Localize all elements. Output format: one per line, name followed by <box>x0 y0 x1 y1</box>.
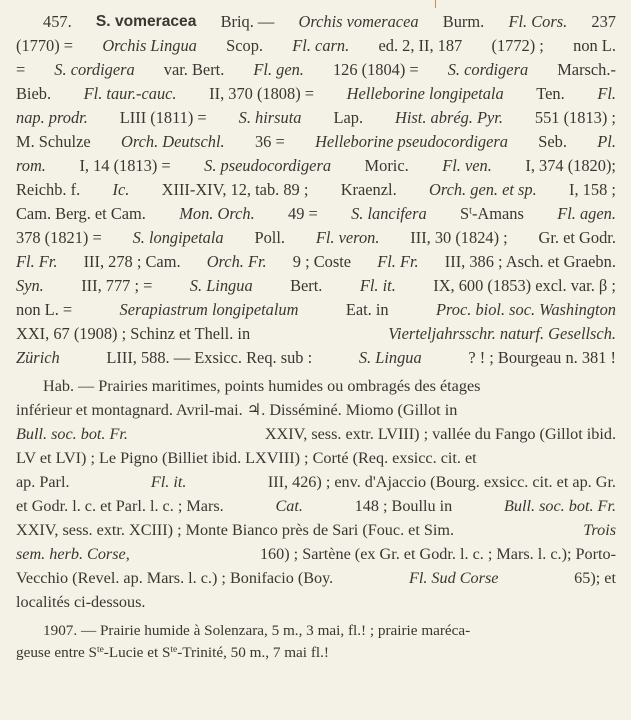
entry-line-1: 457. S. vomeracea Briq. — Orchis vomeracea Burm. Fl. Cors. 237 <box>16 10 616 34</box>
entry-line-11: Fl. Fr. III, 278 ; Cam. Orch. Fr. 9 ; Coste Fl. Fr. III, 386 ; Asch. et Graebn. <box>16 252 616 271</box>
habitat-line-6: et Godr. l. c. et Parl. l. c. ; Mars. Cat. 148 ; Boullu in Bull. soc. bot. Fr. <box>16 497 616 515</box>
habitat-line-3: Bull. soc. bot. Fr. XXIV, sess. extr. LVIII) ; vallée du Fango (Gillot ibid. <box>16 425 616 443</box>
entry-line-2: (1770) = Orchis Lingua Scop. Fl. carn. ed. 2, II, 187 (1772) ; non L. <box>16 36 616 55</box>
collection-record <box>16 620 616 664</box>
entry-line-12: Syn. III, 777 ; = S. Lingua Bert. Fl. it. IX, 600 (1853) excl. var. β ; <box>16 276 616 295</box>
habitat-line-4: LV et LVI) ; Le Pigno (Billiet ibid. LXVIII) ; Corté (Req. exsicc. cit. et <box>16 449 477 467</box>
entry-line-4: Bieb. Fl. taur.-cauc. II, 370 (1808) = Helleborine longipetala Ten. Fl. <box>16 84 616 103</box>
record-line-2: geuse entre $S^{te}$-Lucie et $S^{te}$-Trinité, 50 m., 7 mai fl.! <box>16 644 329 661</box>
entry-number: 457. <box>43 12 72 31</box>
species-entry <box>16 10 616 370</box>
entry-line-10: 378 (1821) = S. longipetala Poll. Fl. veron. III, 30 (1824) ; Gr. et Godr. <box>16 228 616 247</box>
record-line-1: 1907. — Prairie humide à Solenzara, 5 m., 3 mai, fl.! ; prairie maréca- <box>43 622 471 639</box>
habitat-line-8: sem. herb. Corse, 160) ; Sartène (ex Gr. et Godr. l. c. ; Mars. l. c.); Porto- <box>16 545 616 563</box>
entry-line-14: XXI, 67 (1908) ; Schinz et Thell. in Vierteljahrsschr. naturf. Gesellsch. <box>16 324 616 343</box>
entry-line-7: rom. I, 14 (1813) = S. pseudocordigera Moric. Fl. ven. I, 374 (1820); <box>16 156 616 175</box>
entry-line-13: non L. = Serapiastrum longipetalum Eat. in Proc. biol. soc. Washington <box>16 300 616 319</box>
entry-line-8: Reichb. f. Ic. XIII-XIV, 12, tab. 89 ; Kraenzl. Orch. gen. et sp. I, 158 ; <box>16 180 616 199</box>
entry-line-15: Zürich LIII, 588. — Exsicc. Req. sub : S. Lingua ? ! ; Bourgeau n. 381 ! <box>16 348 616 367</box>
habitat-line-7: XXIV, sess. extr. XCIII) ; Monte Bianco près de Sari (Fouc. et Sim. Trois <box>16 521 616 539</box>
habitat-line-1: Hab. — Prairies maritimes, points humides ou ombragés des étages <box>43 377 481 395</box>
habitat-line-2: inférieur et montagnard. Avril-mai. ♃. Disséminé. Miomo (Gillot in <box>16 401 458 419</box>
habitat-line-9: Vecchio (Revel. ap. Mars. l. c.) ; Bonifacio (Boy. Fl. Sud Corse 65); et <box>16 569 616 587</box>
habitat-line-10: localités ci-dessous. <box>16 593 146 611</box>
margin-tick-mark <box>435 0 436 8</box>
habitat-paragraph <box>16 374 616 614</box>
entry-line-5: nap. prodr. LIII (1811) = S. hirsuta Lap. Hist. abrég. Pyr. 551 (1813) ; <box>16 108 616 127</box>
entry-line-3: = S. cordigera var. Bert. Fl. gen. 126 (1804) = S. cordigera Marsch.- <box>16 60 616 79</box>
text-block <box>16 10 616 664</box>
entry-line-6: M. Schulze Orch. Deutschl. 36 = Helleborine pseudocordigera Seb. Pl. <box>16 132 616 151</box>
species-name: S. vomeracea <box>95 13 197 30</box>
habitat-line-5: ap. Parl. Fl. it. III, 426) ; env. d'Ajaccio (Bourg. exsicc. cit. et ap. Gr. <box>16 473 616 491</box>
entry-line-9: Cam. Berg. et Cam. Mon. Orch. 49 = S. lancifera $S^t$-Amans Fl. agen. <box>16 204 616 223</box>
